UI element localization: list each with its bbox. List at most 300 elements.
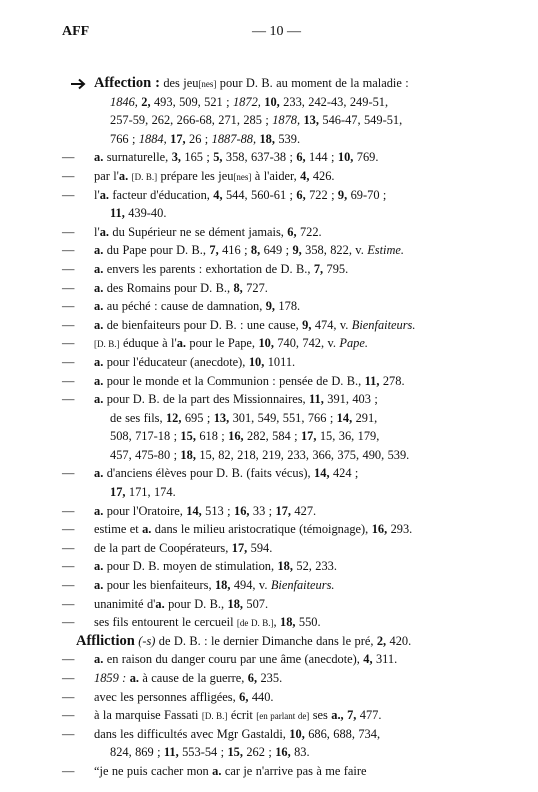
text-segment: 11, xyxy=(163,745,179,760)
text-segment: Bienfaiteurs. xyxy=(351,317,416,332)
text-segment: de bienfaiteurs pour D. B. : une cause, xyxy=(103,317,303,332)
text-segment: 301, 549, 551, 766 ; xyxy=(229,410,337,425)
text-segment: pour le Pape, xyxy=(186,336,259,351)
text-segment: , xyxy=(273,615,280,630)
index-line xyxy=(0,539,538,558)
index-entries xyxy=(0,74,538,781)
text-segment: 9, xyxy=(265,299,276,314)
text-segment: avec les personnes affligées, xyxy=(94,689,240,704)
entry-text xyxy=(110,409,377,428)
text-segment: 477. xyxy=(356,708,382,723)
index-line xyxy=(0,520,538,539)
index-line xyxy=(0,446,538,465)
text-segment: a. xyxy=(94,503,104,518)
index-line xyxy=(0,502,538,521)
text-segment: pour D. B. de la part des Missionnaires, xyxy=(103,392,310,407)
text-segment: pour les bienfaiteurs, xyxy=(103,578,215,593)
text-segment: surnaturelle, xyxy=(103,150,172,165)
text-segment: Affliction xyxy=(76,632,135,649)
text-segment: 9, xyxy=(292,243,302,258)
text-segment: 9, xyxy=(302,317,312,332)
text-segment: 14, xyxy=(336,410,353,425)
text-segment: [D. B.] xyxy=(201,711,228,722)
entry-text xyxy=(94,725,380,744)
text-segment: 358, 637-38 ; xyxy=(222,150,297,165)
text-segment: 1878, xyxy=(272,113,301,128)
entry-text xyxy=(76,632,411,651)
text-segment: [D. B.] xyxy=(94,339,120,350)
entry-dash: — xyxy=(62,652,75,667)
entry-text xyxy=(94,613,321,633)
text-segment: 18, xyxy=(227,596,243,611)
entry-dash: — xyxy=(62,336,75,351)
text-segment: 17, xyxy=(170,131,186,146)
text-segment: 513 ; xyxy=(201,503,234,518)
text-segment: d'anciens élèves pour D. B. (faits vécus), xyxy=(103,466,315,481)
entry-text xyxy=(94,464,358,483)
text-segment: a. xyxy=(94,261,104,276)
entry-dash: — xyxy=(62,708,75,723)
text-segment: du Pape pour D. B., xyxy=(103,243,210,258)
text-segment: l' xyxy=(94,187,100,202)
text-segment: 233, 242-43, 249-51, xyxy=(279,94,389,109)
index-line xyxy=(0,557,538,576)
text-segment: [nes] xyxy=(233,171,252,182)
index-line xyxy=(0,725,538,744)
entry-dash: — xyxy=(62,522,75,537)
text-segment: à la marquise Fassati xyxy=(94,708,202,723)
text-segment: 649 ; xyxy=(260,243,293,258)
text-segment: facteur d'éducation, xyxy=(108,187,214,202)
entry-text xyxy=(110,130,300,149)
entry-dash: — xyxy=(62,280,75,295)
text-segment: 291, xyxy=(352,410,378,425)
text-segment: 10, xyxy=(264,94,280,109)
text-segment: 507. xyxy=(243,596,269,611)
index-line xyxy=(0,353,538,372)
entry-text xyxy=(94,167,335,187)
entry-text xyxy=(94,576,335,595)
text-segment: (-s) xyxy=(134,633,156,648)
entry-dash: — xyxy=(62,354,75,369)
text-segment: des Romains pour D. B., xyxy=(103,280,234,295)
text-segment: 282, 584 ; xyxy=(243,429,301,444)
text-segment: 18, xyxy=(277,559,293,574)
text-segment: a. xyxy=(118,168,129,183)
text-segment: a. xyxy=(212,763,222,778)
text-segment: 11, xyxy=(110,206,125,221)
text-segment: 618 ; xyxy=(195,429,229,444)
entry-text xyxy=(94,148,378,167)
text-segment: 795. xyxy=(323,261,349,276)
text-segment: [en parlant de] xyxy=(256,711,310,722)
text-segment: 426. xyxy=(309,168,335,183)
entry-dash: — xyxy=(62,763,75,778)
text-segment: a. xyxy=(94,150,104,165)
text-segment: 278. xyxy=(379,373,405,388)
text-segment: 546-47, 549-51, xyxy=(318,113,403,128)
text-segment: 1859 : xyxy=(94,671,127,685)
text-segment: a. xyxy=(99,224,109,239)
running-head-letters: AFF xyxy=(62,24,90,39)
index-line xyxy=(0,241,538,260)
text-segment: 26 ; xyxy=(185,131,212,146)
text-segment: unanimité d' xyxy=(94,596,156,611)
text-segment: 15, 36, 179, xyxy=(316,429,380,444)
entry-text xyxy=(94,706,381,726)
text-segment: a. xyxy=(94,652,104,667)
text-segment: 10, xyxy=(258,336,274,351)
entry-dash: — xyxy=(62,559,75,574)
index-line xyxy=(0,279,538,298)
text-segment: 18, xyxy=(214,578,231,593)
entry-dash: — xyxy=(62,615,75,630)
text-segment: a., xyxy=(331,708,344,723)
text-segment: “je ne puis cacher mon xyxy=(94,763,213,778)
entry-text xyxy=(94,353,295,372)
entry-text xyxy=(94,316,415,335)
text-segment: 358, 822, v. xyxy=(301,243,368,258)
text-segment: 740, 742, v. xyxy=(273,336,340,351)
entry-dash: — xyxy=(62,299,75,314)
text-segment: a. xyxy=(129,671,140,685)
text-segment: 6, xyxy=(296,150,306,165)
entry-text xyxy=(110,483,176,502)
text-segment: Bienfaiteurs. xyxy=(270,578,335,593)
text-segment: 2, xyxy=(141,94,151,109)
text-segment: 416 ; xyxy=(218,243,251,258)
text-segment: 539. xyxy=(274,131,301,146)
index-line xyxy=(0,93,538,112)
text-segment: 13, xyxy=(303,113,319,128)
text-segment: [nes] xyxy=(198,79,217,89)
text-segment: 7, xyxy=(209,243,219,258)
index-line xyxy=(0,595,538,614)
text-segment: 17, xyxy=(110,485,126,500)
entry-dash: — xyxy=(62,540,75,555)
index-line xyxy=(0,223,538,242)
entry-text xyxy=(94,539,272,558)
text-segment: Pape. xyxy=(339,336,368,351)
text-segment: 508, 717-18 ; xyxy=(110,429,181,444)
entry-dash: — xyxy=(62,224,75,239)
text-segment: 15, xyxy=(227,745,243,760)
text-segment: estime et xyxy=(94,522,143,537)
text-segment: en raison du danger couru par une âme (anecdote), xyxy=(103,652,364,667)
text-segment: 171, 174. xyxy=(125,485,176,500)
entry-text xyxy=(94,595,268,614)
text-segment: a. xyxy=(94,299,104,314)
entry-dash: — xyxy=(62,466,75,481)
text-segment: 8, xyxy=(233,280,243,295)
index-line xyxy=(0,111,538,130)
text-segment: pour D. B. moyen de stimulation, xyxy=(103,559,278,574)
text-segment: 18, xyxy=(280,615,296,630)
text-segment: 17, xyxy=(231,540,248,555)
text-segment: pour l'éducateur (anecdote), xyxy=(103,354,249,369)
text-segment: car je n'arrive pas à me faire xyxy=(221,763,367,778)
index-line xyxy=(0,74,538,93)
text-segment: 165 ; xyxy=(180,150,214,165)
entry-text xyxy=(94,334,368,354)
text-segment: ses fils entourent le cercueil xyxy=(94,615,237,630)
text-segment: Estime. xyxy=(367,243,405,258)
text-segment: 6, xyxy=(239,689,249,704)
text-segment: 824, 869 ; xyxy=(110,745,164,760)
text-segment: de ses fils, xyxy=(110,410,166,425)
text-segment: 686, 688, 734, xyxy=(304,726,381,741)
text-segment: 311. xyxy=(372,652,398,667)
text-segment: a. xyxy=(94,317,104,332)
text-segment: 4, xyxy=(213,187,223,202)
entry-text xyxy=(110,743,310,762)
text-segment: 9, xyxy=(337,187,348,202)
text-segment: prépare les jeu xyxy=(157,168,234,183)
index-line xyxy=(0,334,538,353)
text-segment: pour l'Oratoire, xyxy=(103,503,187,518)
index-line xyxy=(0,743,538,762)
entry-text xyxy=(94,297,300,316)
text-segment: dans les difficultés avec Mgr Gastaldi, xyxy=(94,726,290,741)
entry-text xyxy=(94,260,348,279)
entry-dash: — xyxy=(62,689,75,704)
text-segment: 18, xyxy=(259,131,275,146)
text-segment: à l'aider, xyxy=(251,168,301,183)
entry-text xyxy=(110,427,379,446)
text-segment: 10, xyxy=(248,354,265,369)
text-segment: dans le milieu aristocratique (témoignage), xyxy=(151,522,372,537)
text-segment: pour le monde et la Communion : pensée de D. B., xyxy=(103,373,365,388)
text-segment: 695 ; xyxy=(181,410,214,425)
entry-dash: — xyxy=(62,596,75,611)
text-segment: a. xyxy=(94,559,104,574)
entry-dash: — xyxy=(62,187,75,202)
text-segment: 722 ; xyxy=(305,187,338,202)
index-line xyxy=(0,650,538,669)
text-segment: 550. xyxy=(295,615,321,630)
text-segment: 439-40. xyxy=(124,206,167,221)
text-segment: de D. B. : le dernier Dimanche dans le pré, xyxy=(155,633,377,648)
arrow-right-icon xyxy=(70,78,86,90)
entry-text xyxy=(94,762,366,781)
text-segment: 1872, xyxy=(232,94,261,109)
text-segment: l' xyxy=(94,224,100,239)
text-segment: 16, xyxy=(228,429,244,444)
text-segment: 4, xyxy=(363,652,373,667)
entry-text xyxy=(94,669,282,688)
entry-text xyxy=(94,74,409,94)
index-line xyxy=(0,483,538,502)
text-segment: 10, xyxy=(289,726,305,741)
entry-dash: — xyxy=(62,150,75,165)
index-line xyxy=(0,316,538,335)
text-segment: 427. xyxy=(291,503,317,518)
text-segment: [de D. B.] xyxy=(236,618,274,629)
index-line xyxy=(0,130,538,149)
text-segment: 594. xyxy=(247,540,273,555)
index-line xyxy=(0,186,538,205)
entry-dash: — xyxy=(62,671,75,685)
text-segment: 766 ; xyxy=(110,131,139,146)
index-line xyxy=(0,372,538,391)
text-segment: 16, xyxy=(275,745,291,760)
text-segment: pour D. B., xyxy=(164,596,228,611)
entry-dash: — xyxy=(62,373,75,388)
text-segment: 420. xyxy=(386,633,412,648)
entry-text xyxy=(94,688,274,707)
entry-text xyxy=(110,111,402,130)
text-segment: 553-54 ; xyxy=(178,745,228,760)
text-segment: 69-70 ; xyxy=(347,187,387,202)
text-segment: 257-59, 262, 266-68, 271, 285 ; xyxy=(110,113,273,128)
entry-text xyxy=(94,650,397,669)
text-segment: 4, xyxy=(300,168,310,183)
index-line xyxy=(0,297,538,316)
index-line xyxy=(0,688,538,707)
text-segment: a. xyxy=(142,522,152,537)
entry-text xyxy=(110,204,166,223)
text-segment: a. xyxy=(94,466,104,481)
index-line xyxy=(0,613,538,632)
text-segment: 11, xyxy=(309,392,324,407)
text-segment: 1884, xyxy=(138,131,167,146)
text-segment: 727. xyxy=(242,280,268,295)
entry-text xyxy=(110,446,409,465)
index-line xyxy=(0,706,538,725)
entry-text xyxy=(94,520,412,539)
text-segment: 5, xyxy=(213,150,223,165)
text-segment: 2, xyxy=(376,633,387,648)
text-segment: 493, 509, 521 ; xyxy=(150,94,233,109)
text-segment: 3, xyxy=(171,150,181,165)
text-segment: 52, 233. xyxy=(292,559,337,574)
text-segment: de la part de Coopérateurs, xyxy=(94,540,232,555)
text-segment: 12, xyxy=(165,410,182,425)
text-segment: 144 ; xyxy=(305,150,338,165)
entry-text xyxy=(94,502,316,521)
text-segment: 1887-88, xyxy=(211,131,257,146)
entry-text xyxy=(94,372,405,391)
text-segment: 6, xyxy=(287,224,297,239)
entry-text xyxy=(94,279,268,298)
text-segment: 391, 403 ; xyxy=(323,392,378,407)
text-segment: 457, 475-80 ; xyxy=(110,447,181,462)
text-segment: 13, xyxy=(213,410,230,425)
text-segment: 7, xyxy=(347,708,357,723)
index-line xyxy=(0,204,538,223)
text-segment: Affection : xyxy=(94,75,160,91)
text-segment: par l' xyxy=(94,168,119,183)
text-segment: 15, xyxy=(180,429,196,444)
text-segment: 6, xyxy=(247,671,258,685)
text-segment: 424 ; xyxy=(329,466,359,481)
text-segment: 33 ; xyxy=(249,503,276,518)
text-segment: 1011. xyxy=(264,354,296,369)
text-segment: a. xyxy=(94,373,104,388)
text-segment: 440. xyxy=(248,689,274,704)
entry-text xyxy=(94,223,322,242)
text-segment: a. xyxy=(94,243,104,258)
text-segment: 17, xyxy=(275,503,292,518)
text-segment: des jeu xyxy=(159,76,199,90)
text-segment: a. xyxy=(94,392,104,407)
entry-dash: — xyxy=(62,578,75,593)
text-segment: 14, xyxy=(314,466,330,481)
index-line xyxy=(0,390,538,409)
entry-dash: — xyxy=(62,726,75,741)
text-segment: a. xyxy=(155,596,165,611)
text-segment: 14, xyxy=(186,503,202,518)
text-segment: envers les parents : exhortation de D. B., xyxy=(103,261,314,276)
text-segment: 1846, xyxy=(110,94,138,109)
text-segment: écrit xyxy=(227,708,257,723)
text-segment: à cause de la guerre, xyxy=(139,671,248,685)
text-segment: 8, xyxy=(250,243,261,258)
text-segment: 722. xyxy=(296,224,322,239)
text-segment: a. xyxy=(176,336,186,351)
text-segment: 11, xyxy=(364,373,380,388)
entry-dash: — xyxy=(62,503,75,518)
entry-text xyxy=(94,241,404,260)
entry-dash: — xyxy=(62,243,75,258)
entry-dash: — xyxy=(62,261,75,276)
text-segment: 83. xyxy=(290,745,310,760)
index-line xyxy=(0,260,538,279)
text-segment: 10, xyxy=(337,150,354,165)
text-segment: [D. B.] xyxy=(131,171,158,182)
page-number: — 10 — xyxy=(252,24,301,39)
text-segment: 235. xyxy=(257,671,283,685)
text-segment: 474, v. xyxy=(311,317,352,332)
text-segment: a. xyxy=(94,280,104,295)
entry-text xyxy=(110,93,388,112)
text-segment: 16, xyxy=(371,522,388,537)
text-segment: 769. xyxy=(353,150,379,165)
index-line xyxy=(0,167,538,186)
text-segment: a. xyxy=(99,187,109,202)
index-line xyxy=(0,762,538,781)
entry-dash: — xyxy=(62,168,75,183)
text-segment: éduque à l' xyxy=(119,336,177,351)
entry-text xyxy=(94,390,378,409)
text-segment: 494, v. xyxy=(230,578,271,593)
entry-dash: — xyxy=(62,392,75,407)
text-segment: 15, 82, 218, 219, 233, 366, 375, 490, 539. xyxy=(195,447,410,462)
text-segment: a. xyxy=(94,578,104,593)
text-segment: 544, 560-61 ; xyxy=(222,187,297,202)
text-segment: 18, xyxy=(180,447,196,462)
index-line xyxy=(0,669,538,688)
text-segment: 262 ; xyxy=(242,745,276,760)
index-line xyxy=(0,427,538,446)
entry-dash: — xyxy=(62,317,75,332)
text-segment: 178. xyxy=(275,299,301,314)
text-segment: 17, xyxy=(300,429,317,444)
index-line xyxy=(0,464,538,483)
index-line xyxy=(0,148,538,167)
text-segment: 16, xyxy=(234,503,250,518)
text-segment: 6, xyxy=(296,187,306,202)
text-segment: au péché : cause de damnation, xyxy=(103,299,266,314)
text-segment: a. xyxy=(94,354,104,369)
index-line xyxy=(0,409,538,428)
index-line xyxy=(0,632,538,651)
text-segment: 293. xyxy=(387,522,413,537)
text-segment: ses xyxy=(309,708,332,723)
index-line xyxy=(0,576,538,595)
text-segment: du Supérieur ne se dément jamais, xyxy=(108,224,288,239)
entry-text xyxy=(94,557,337,576)
